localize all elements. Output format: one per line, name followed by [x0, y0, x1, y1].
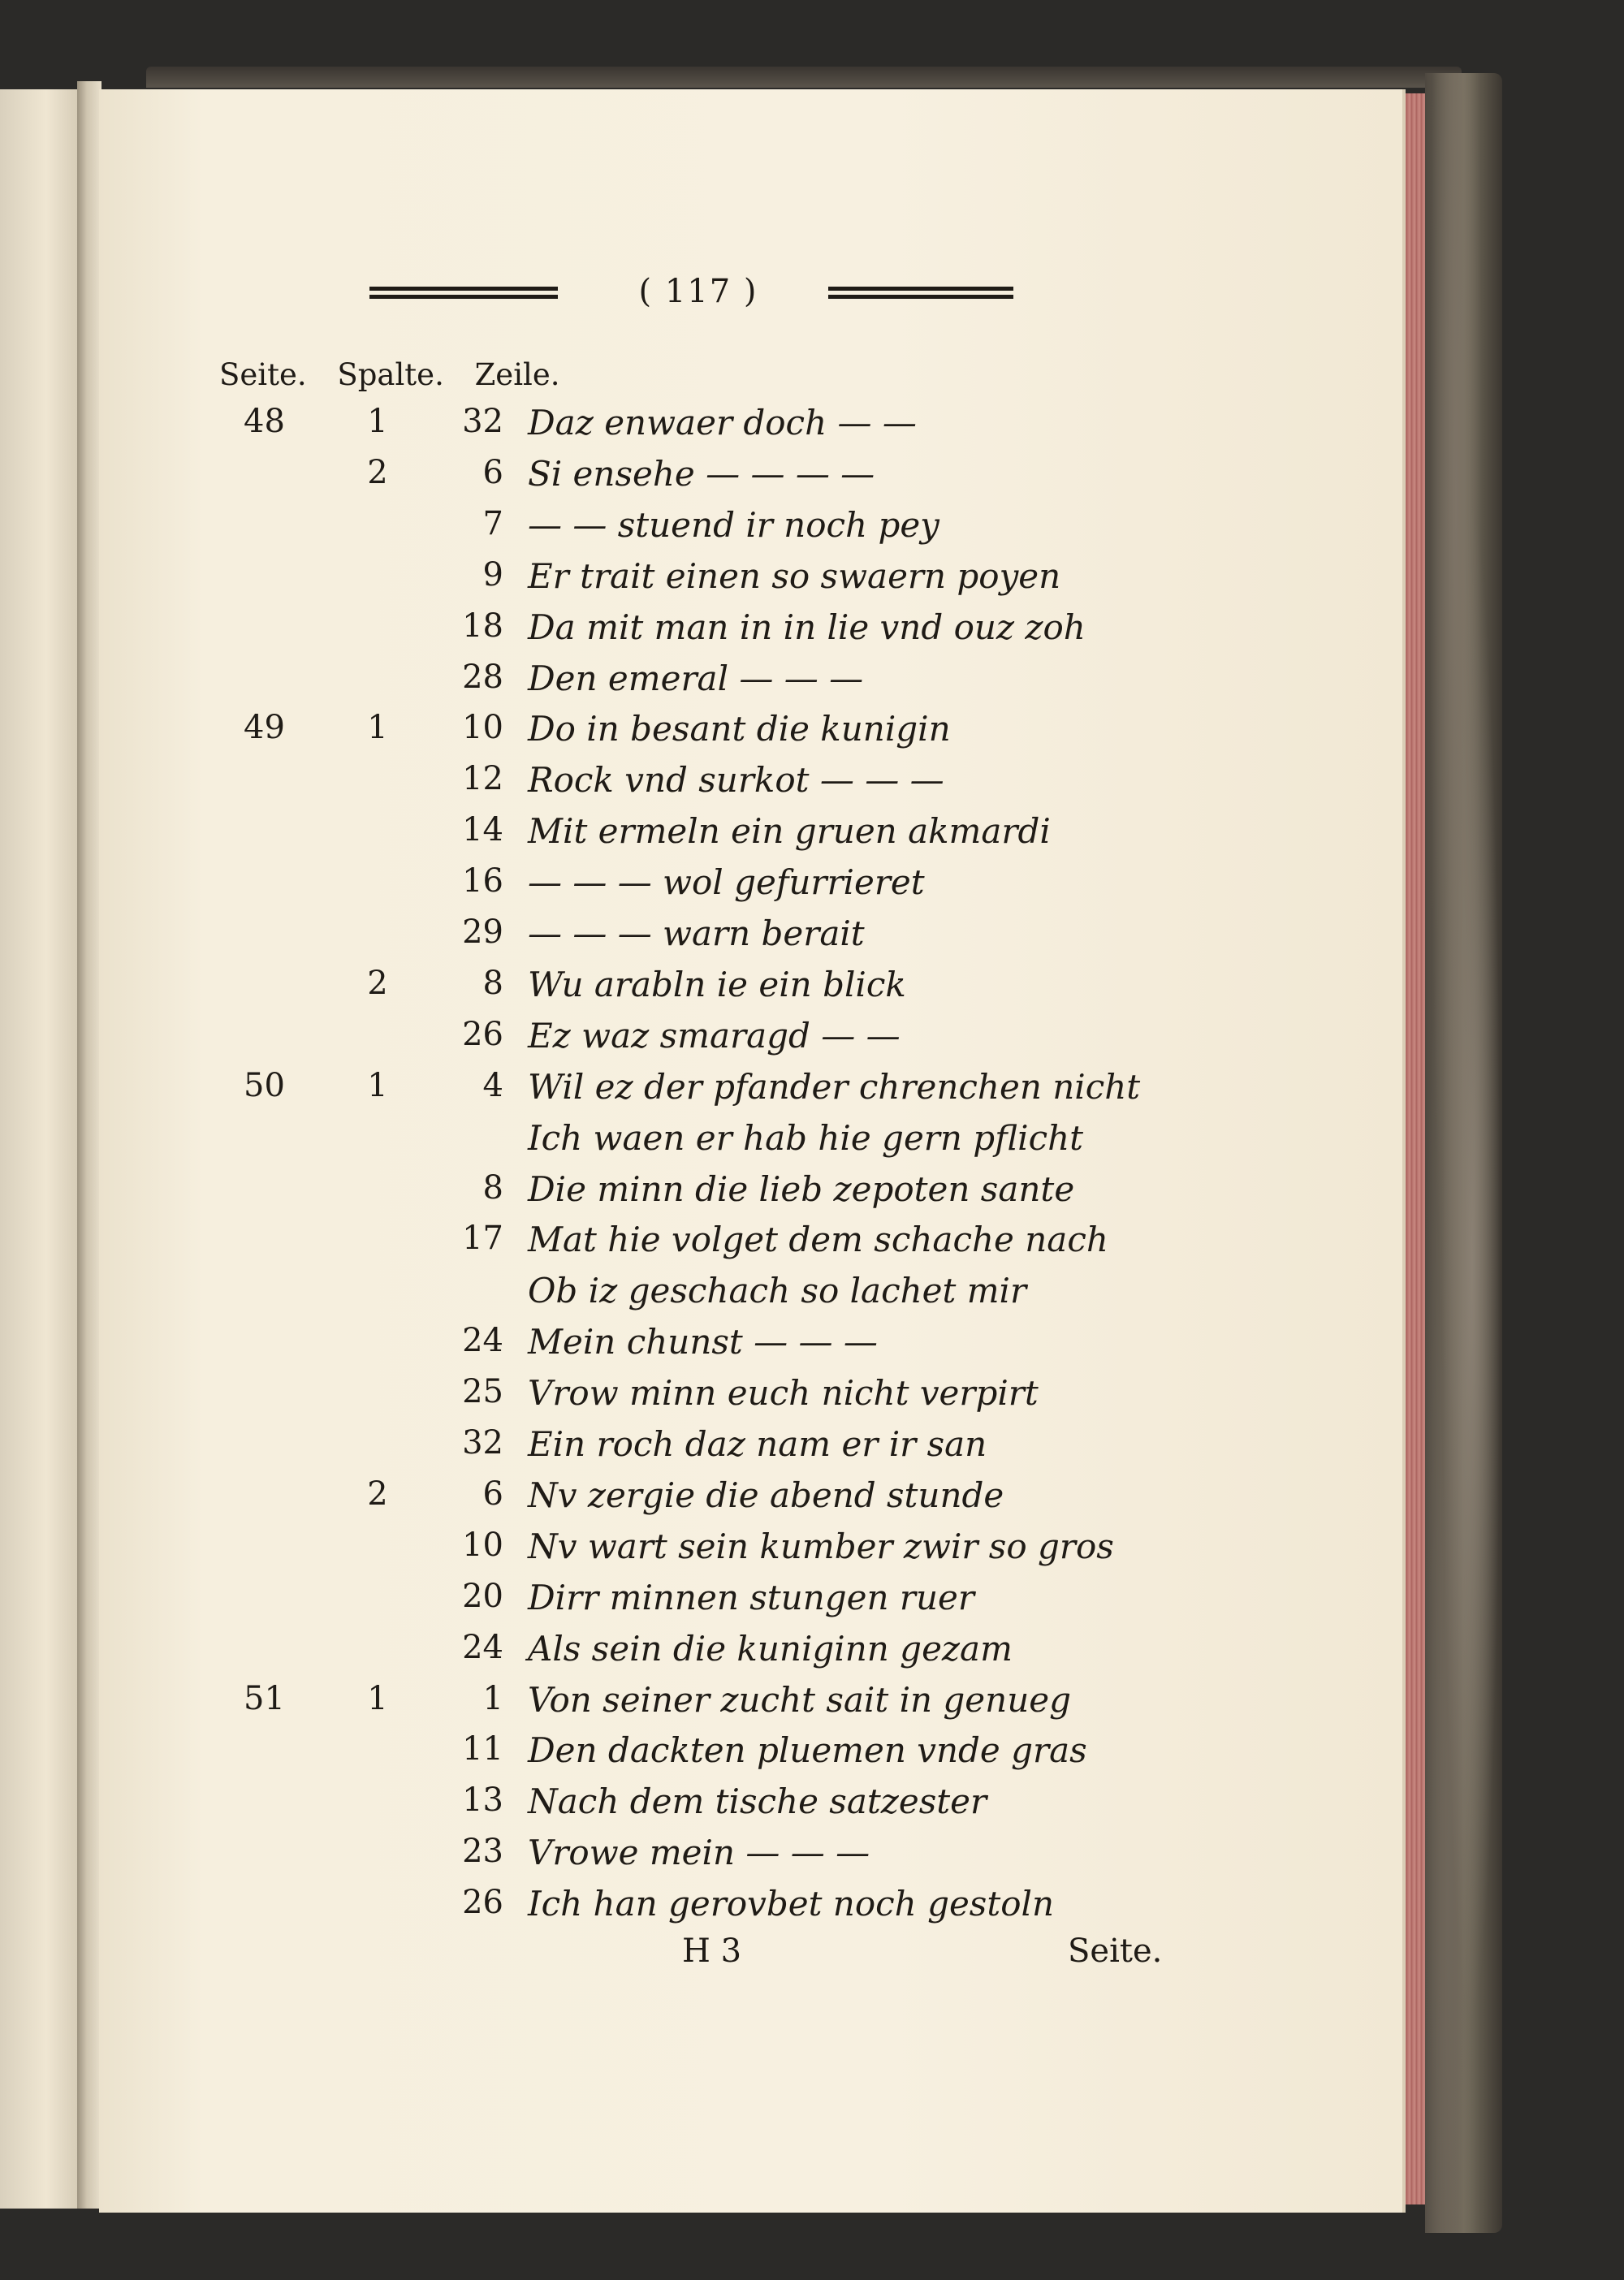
- line-ref: 10: [462, 1526, 503, 1564]
- page-number: ( 117 ): [638, 273, 758, 310]
- column-ref: 1: [367, 1066, 388, 1104]
- page-ref: 49: [244, 709, 285, 747]
- line-ref: 13: [462, 1781, 503, 1820]
- entry-text: Daz enwaer doch — —: [528, 403, 917, 443]
- page-ref: 51: [244, 1679, 285, 1717]
- catchword: Seite.: [1068, 1932, 1163, 1970]
- list-item: [0, 1271, 1218, 1321]
- page-edges: [1402, 93, 1425, 2204]
- list-item: [0, 811, 1218, 861]
- list-item: [0, 1781, 1218, 1832]
- entry-text: Als sein die kuniginn gezam: [528, 1628, 1013, 1669]
- entry-text: Do in besant die kunigin: [528, 709, 951, 749]
- list-item: [0, 1833, 1218, 1883]
- line-ref: 26: [462, 1884, 503, 1922]
- entry-text: Wu arabln ie ein blick: [528, 964, 906, 1004]
- list-item: [0, 709, 1218, 759]
- line-ref: 11: [462, 1730, 503, 1768]
- line-ref: 25: [462, 1373, 503, 1411]
- entry-text: Mein chunst — — —: [528, 1322, 878, 1362]
- header-rule-left: [369, 287, 558, 299]
- entry-text: Da mit man in in lie vnd ouz zoh: [528, 607, 1086, 647]
- line-ref: 12: [462, 760, 503, 798]
- entry-text: Ich han gerovbet noch gestoln: [528, 1884, 1055, 1924]
- column-ref: 1: [367, 403, 388, 440]
- line-ref: 17: [462, 1220, 503, 1258]
- line-ref: 9: [482, 555, 503, 594]
- entry-text: Den emeral — — —: [528, 658, 864, 698]
- line-ref: 8: [482, 964, 503, 1002]
- line-ref: 24: [462, 1322, 503, 1360]
- column-headings: [219, 357, 581, 392]
- entry-text: Ob iz geschach so lachet mir: [528, 1271, 1027, 1311]
- list-item: [0, 505, 1218, 555]
- entry-text: Rock vnd surkot — — —: [528, 760, 944, 801]
- line-ref: 16: [462, 862, 503, 900]
- book-cover-top: [146, 67, 1462, 88]
- line-ref: 1: [482, 1679, 503, 1717]
- column-heading-spalte: Spalte.: [337, 357, 444, 392]
- page-ref: 48: [244, 403, 285, 440]
- list-item: [0, 1884, 1218, 1934]
- list-item: [0, 659, 1218, 709]
- line-ref: 4: [482, 1066, 503, 1104]
- list-item: [0, 1016, 1218, 1066]
- list-item: [0, 1629, 1218, 1679]
- list-item: [0, 556, 1218, 607]
- line-ref: 32: [462, 403, 503, 440]
- list-item: [0, 1424, 1218, 1475]
- entry-text: — — stuend ir noch pey: [528, 504, 939, 545]
- list-item: [0, 607, 1218, 658]
- list-item: [0, 1169, 1218, 1220]
- entry-text: — — — warn berait: [528, 913, 865, 953]
- page-ref: 50: [244, 1066, 285, 1104]
- list-item: [0, 1220, 1218, 1270]
- line-ref: 18: [462, 607, 503, 645]
- list-item: [0, 1373, 1218, 1423]
- column-ref: 2: [367, 453, 388, 491]
- list-item: [0, 760, 1218, 810]
- column-ref: 1: [367, 1679, 388, 1717]
- entry-text: Nv zergie die abend stunde: [528, 1475, 1004, 1515]
- list-item: [0, 1322, 1218, 1372]
- column-heading-seite: Seite.: [219, 357, 307, 392]
- list-item: [0, 1578, 1218, 1628]
- line-ref: 26: [462, 1015, 503, 1053]
- entry-text: Ein roch daz nam er ir san: [528, 1424, 987, 1464]
- list-item: [0, 1730, 1218, 1781]
- column-ref: 2: [367, 1475, 388, 1513]
- list-item: [0, 862, 1218, 913]
- entry-text: Die minn die lieb zepoten sante: [528, 1168, 1075, 1209]
- list-item: [0, 403, 1218, 453]
- signature-mark: H 3: [682, 1932, 742, 1970]
- list-item: [0, 1680, 1218, 1730]
- list-item: [0, 1526, 1218, 1577]
- list-item: [0, 965, 1218, 1015]
- entry-text: Wil ez der pfander chrenchen nicht: [528, 1066, 1141, 1107]
- entry-text: Dirr minnen stungen ruer: [528, 1577, 974, 1617]
- entry-text: Mit ermeln ein gruen akmardi: [528, 811, 1051, 852]
- entry-text: Mat hie volget dem schache nach: [528, 1220, 1108, 1260]
- line-ref: 28: [462, 658, 503, 696]
- column-heading-zeile: Zeile.: [474, 357, 560, 392]
- entry-text: Ez waz smaragd — —: [528, 1015, 901, 1056]
- line-ref: 10: [462, 709, 503, 747]
- entry-text: Von seiner zucht sait in genueg: [528, 1679, 1071, 1720]
- line-ref: 6: [482, 1475, 503, 1513]
- entry-text: — — — wol gefurrieret: [528, 862, 925, 903]
- list-item: [0, 454, 1218, 504]
- line-ref: 29: [462, 913, 503, 951]
- entry-text: Ich waen er hab hie gern pflicht: [528, 1117, 1084, 1158]
- header-rule-right: [828, 287, 1013, 299]
- line-ref: 8: [482, 1168, 503, 1207]
- line-ref: 32: [462, 1424, 503, 1462]
- entry-text: Vrow minn euch nicht verpirt: [528, 1373, 1039, 1414]
- line-ref: 6: [482, 453, 503, 491]
- entry-text: Nv wart sein kumber zwir so gros: [528, 1526, 1114, 1566]
- line-ref: 14: [462, 811, 503, 849]
- entry-text: Nach dem tische satzester: [528, 1781, 987, 1822]
- list-item: [0, 913, 1218, 964]
- line-ref: 24: [462, 1628, 503, 1666]
- line-ref: 20: [462, 1577, 503, 1615]
- column-ref: 1: [367, 709, 388, 747]
- entry-text: Si ensehe — — — —: [528, 453, 875, 494]
- list-item: [0, 1118, 1218, 1168]
- line-ref: 7: [482, 504, 503, 542]
- list-item: [0, 1067, 1218, 1117]
- line-ref: 23: [462, 1833, 503, 1871]
- column-ref: 2: [367, 964, 388, 1002]
- entry-text: Er trait einen so swaern poyen: [528, 555, 1061, 596]
- list-item: [0, 1475, 1218, 1526]
- entry-text: Vrowe mein — — —: [528, 1833, 870, 1873]
- book-cover: [1425, 73, 1502, 2233]
- entry-text: Den dackten pluemen vnde gras: [528, 1730, 1087, 1771]
